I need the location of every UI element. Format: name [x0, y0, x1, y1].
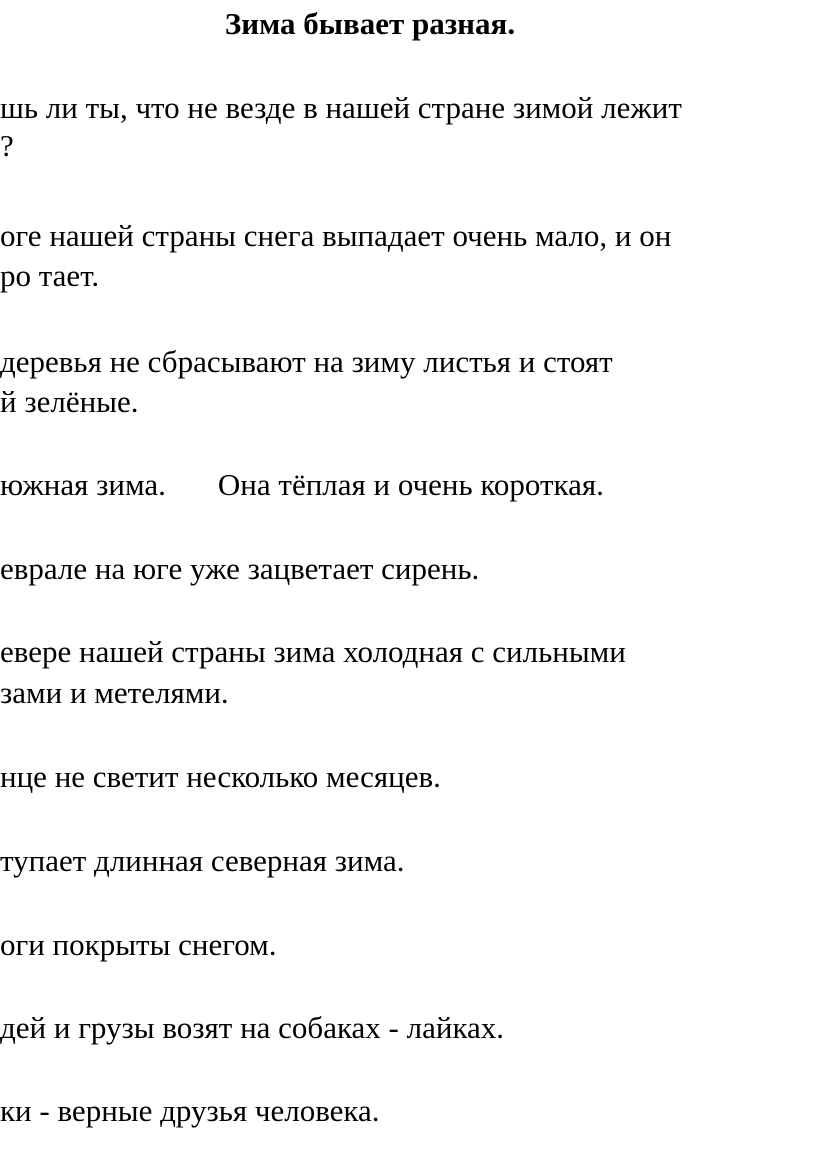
- document-title: Зима бывает разная.: [224, 6, 516, 41]
- text-line-3: оге нашей страны снега выпадает очень мало, и он: [0, 218, 672, 253]
- text-line-2: ?: [0, 128, 14, 163]
- text-line-7: [0, 465, 604, 505]
- text-line-13: оги покрыты снегом.: [0, 927, 277, 962]
- text-line-15: ки - верные друзья человека.: [0, 1093, 380, 1128]
- text-line-5: деревья не сбрасывают на зиму листья и стоят: [0, 344, 613, 379]
- text-line-12: тупает длинная северная зима.: [0, 843, 405, 878]
- text-line-1: шь ли ты, что не везде в нашей стране зимой лежит: [0, 90, 682, 125]
- text-line-9: евере нашей страны зима холодная с сильными: [0, 634, 626, 669]
- text-line-7-part-1: южная зима.: [0, 467, 166, 502]
- text-line-7-part-2: Она тёплая и очень короткая.: [217, 467, 604, 502]
- text-line-10: зами и метелями.: [0, 675, 229, 710]
- text-line-11: нце не светит несколько месяцев.: [0, 759, 441, 794]
- text-line-6: й зелёные.: [0, 384, 139, 419]
- text-line-4: ро тает.: [0, 258, 100, 293]
- text-line-8: еврале на юге уже зацветает сирень.: [0, 551, 480, 586]
- text-line-14: дей и грузы возят на собаках - лайках.: [0, 1010, 505, 1045]
